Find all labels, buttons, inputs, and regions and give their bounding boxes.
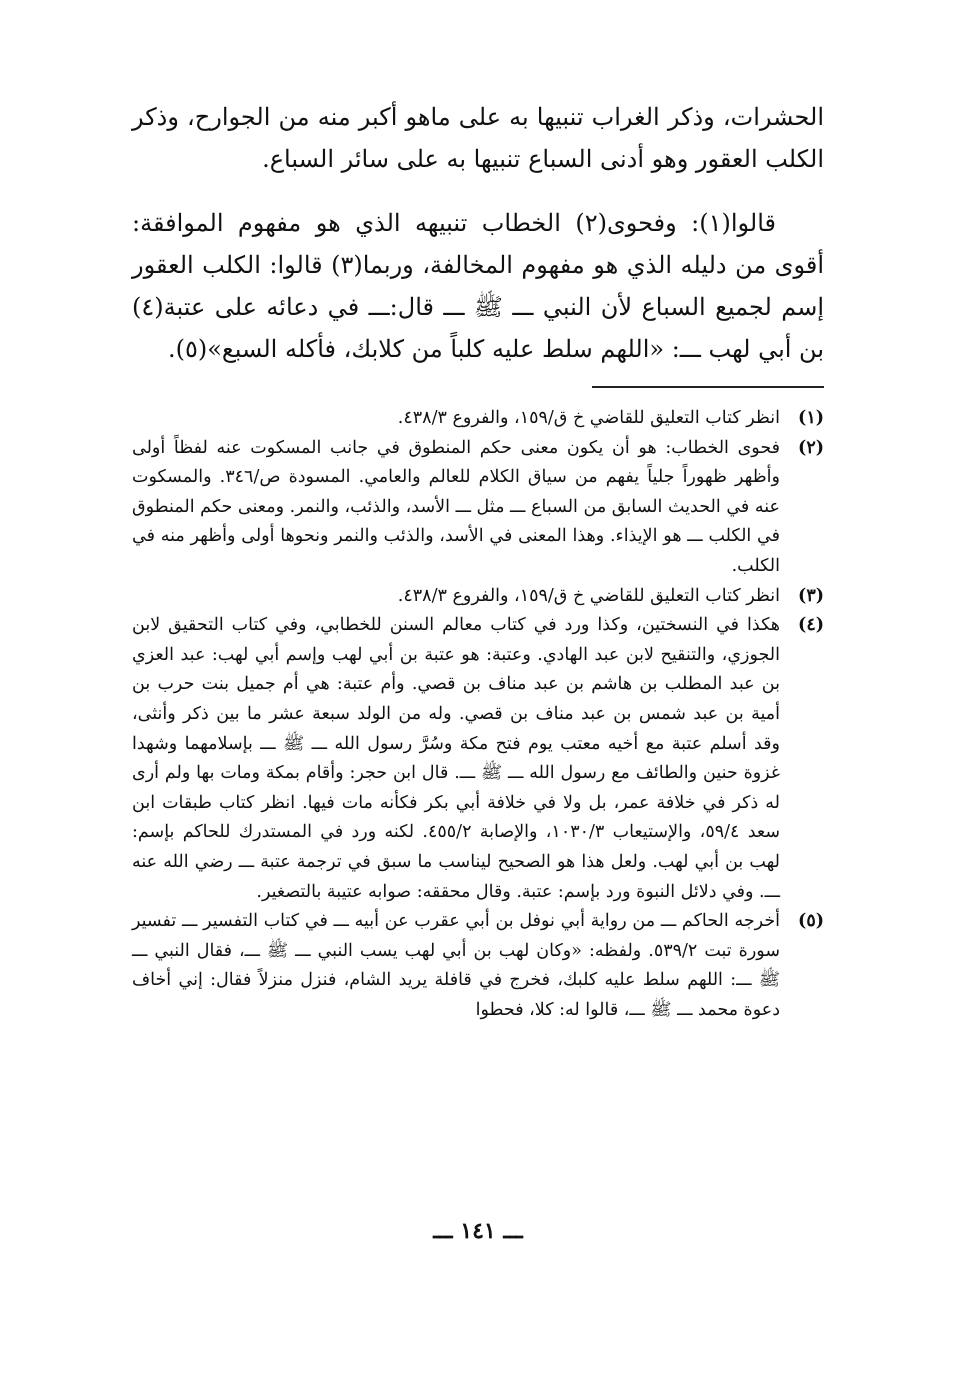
footnote-text: هكذا في النسختين، وكذا ورد في كتاب معالم السنن للخطابي، وفي كتاب التحقيق لابن الجوزي، والتنقيح لابن عبد الهادي. وعتبة: هو عتبة بن أبي لهب وإسم أبي لهب: عبد العزي بن عبد المطلب بن هاشم بن عبد مناف بن قصي. وأم عتبة: هي أم جميل بنت حرب بن أمية بن عبد شمس بن عبد مناف بن قصي. وله من الولد سبعة عشر ما بين ذكر وأنثى، وقد أسلم عتبة مع أخيه معتب يوم فتح مكة وسُرَّ رسول الله ـــ ﷺ ـــ بإسلامهما وشهدا غزوة حنين والطائف مع رسول الله ـــ ﷺ ـــ. قال ابن حجر: وأقام بمكة ومات بها ولم أرى له ذكر في خلافة عمر، بل ولا في خلافة أبي بكر فكأنه مات فيها. انظر كتاب طبقات ابن سعد ٥٩/٤، والإستيعاب ١٠٣٠/٣، والإصابة ٤٥٥/٢. لكنه ورد في المستدرك للحاكم بإسم: لهب بن أبي لهب. ولعل هذا هو الصحيح ليناسب ما سبق في ترجمة عتبة ـــ رضي الله عنه ـــ. وفي دلائل النبوة ورد بإسم: عتبة. وقال محققه: صوابه عتيبة بالتصغير. bbox=[132, 615, 780, 902]
footnote-text: فحوى الخطاب: هو أن يكون معنى حكم المنطوق في جانب المسكوت عنه لفظاً أولى وأظهر ظهوراً جلياً يفهم من سياق الكلام للعالم والعامي. المسودة ص/٣٤٦. والمسكوت عنه في الحديث السابق من السباع ـــ مثل ـــ الأسد، والذئب، والنمر. ومعنى حكم المنطوق في الكلب ـــ هو الإيذاء. وهذا المعنى في الأسد، والذئب والنمر ونحوها أولى وأظهر منه في الكلب. bbox=[132, 437, 780, 576]
footnote-text: انظر كتاب التعليق للقاضي خ ق/١٥٩، والفروع ٤٣٨/٣. bbox=[397, 408, 780, 428]
footnote-number: (٤) bbox=[798, 615, 824, 636]
footnote-number: (١) bbox=[798, 408, 824, 428]
main-paragraph-1: الحشرات، وذكر الغراب تنبيها به على ماهو أكبر منه من الجوارح، وذكر الكلب العقور وهو أدنى السباع تنبيها به على سائر السباع. bbox=[132, 103, 824, 173]
page-number: ـــ ١٤١ ـــ bbox=[433, 1218, 523, 1244]
main-paragraph-2: قالوا(١): وفحوى(٢) الخطاب تنبيهه الذي هو مفهوم الموافقة: أقوى من دليله الذي هو مفهوم المخالفة، وربما(٣) قالوا: الكلب العقور إسم لجميع السباع لأن النبي ـــ ﷺ ـــ قال:ـــ في دعائه على عتبة(٤) بن أبي لهب ـــ: «اللهم سلط عليه كلباً من كلابك، فأكله السبع»(٥). bbox=[132, 209, 824, 363]
footnote-number: (٥) bbox=[798, 911, 824, 932]
footnote bbox=[132, 907, 824, 1025]
footnote-number: (٣) bbox=[798, 585, 824, 606]
footnote bbox=[132, 582, 824, 612]
footnote-text: أخرجه الحاكم ـــ من رواية أبي نوفل بن أبي عقرب عن أبيه ـــ في كتاب التفسير ـــ تفسير سورة تبت ٥٣٩/٢. ولفظه: «وكان لهب بن أبي لهب يسب النبي ـــ ﷺ ـــ، فقال النبي ـــ ﷺ ـــ: اللهم سلط عليه كلبك، فخرج في قافلة يريد الشام، فنزل منزلاً فقال: إني أخاف دعوة محمد ـــ ﷺ ـــ، قالوا له: كلا، فحطوا bbox=[132, 911, 780, 1020]
footnote bbox=[132, 404, 824, 434]
footnote bbox=[132, 434, 824, 582]
footnote bbox=[132, 611, 824, 907]
main-text bbox=[132, 96, 824, 370]
footnote-separator bbox=[592, 386, 824, 388]
footnote-number: (٢) bbox=[798, 437, 824, 458]
footnotes bbox=[132, 404, 824, 1025]
footnote-text: انظر كتاب التعليق للقاضي خ ق/١٥٩، والفروع ٤٣٨/٣. bbox=[397, 585, 780, 606]
